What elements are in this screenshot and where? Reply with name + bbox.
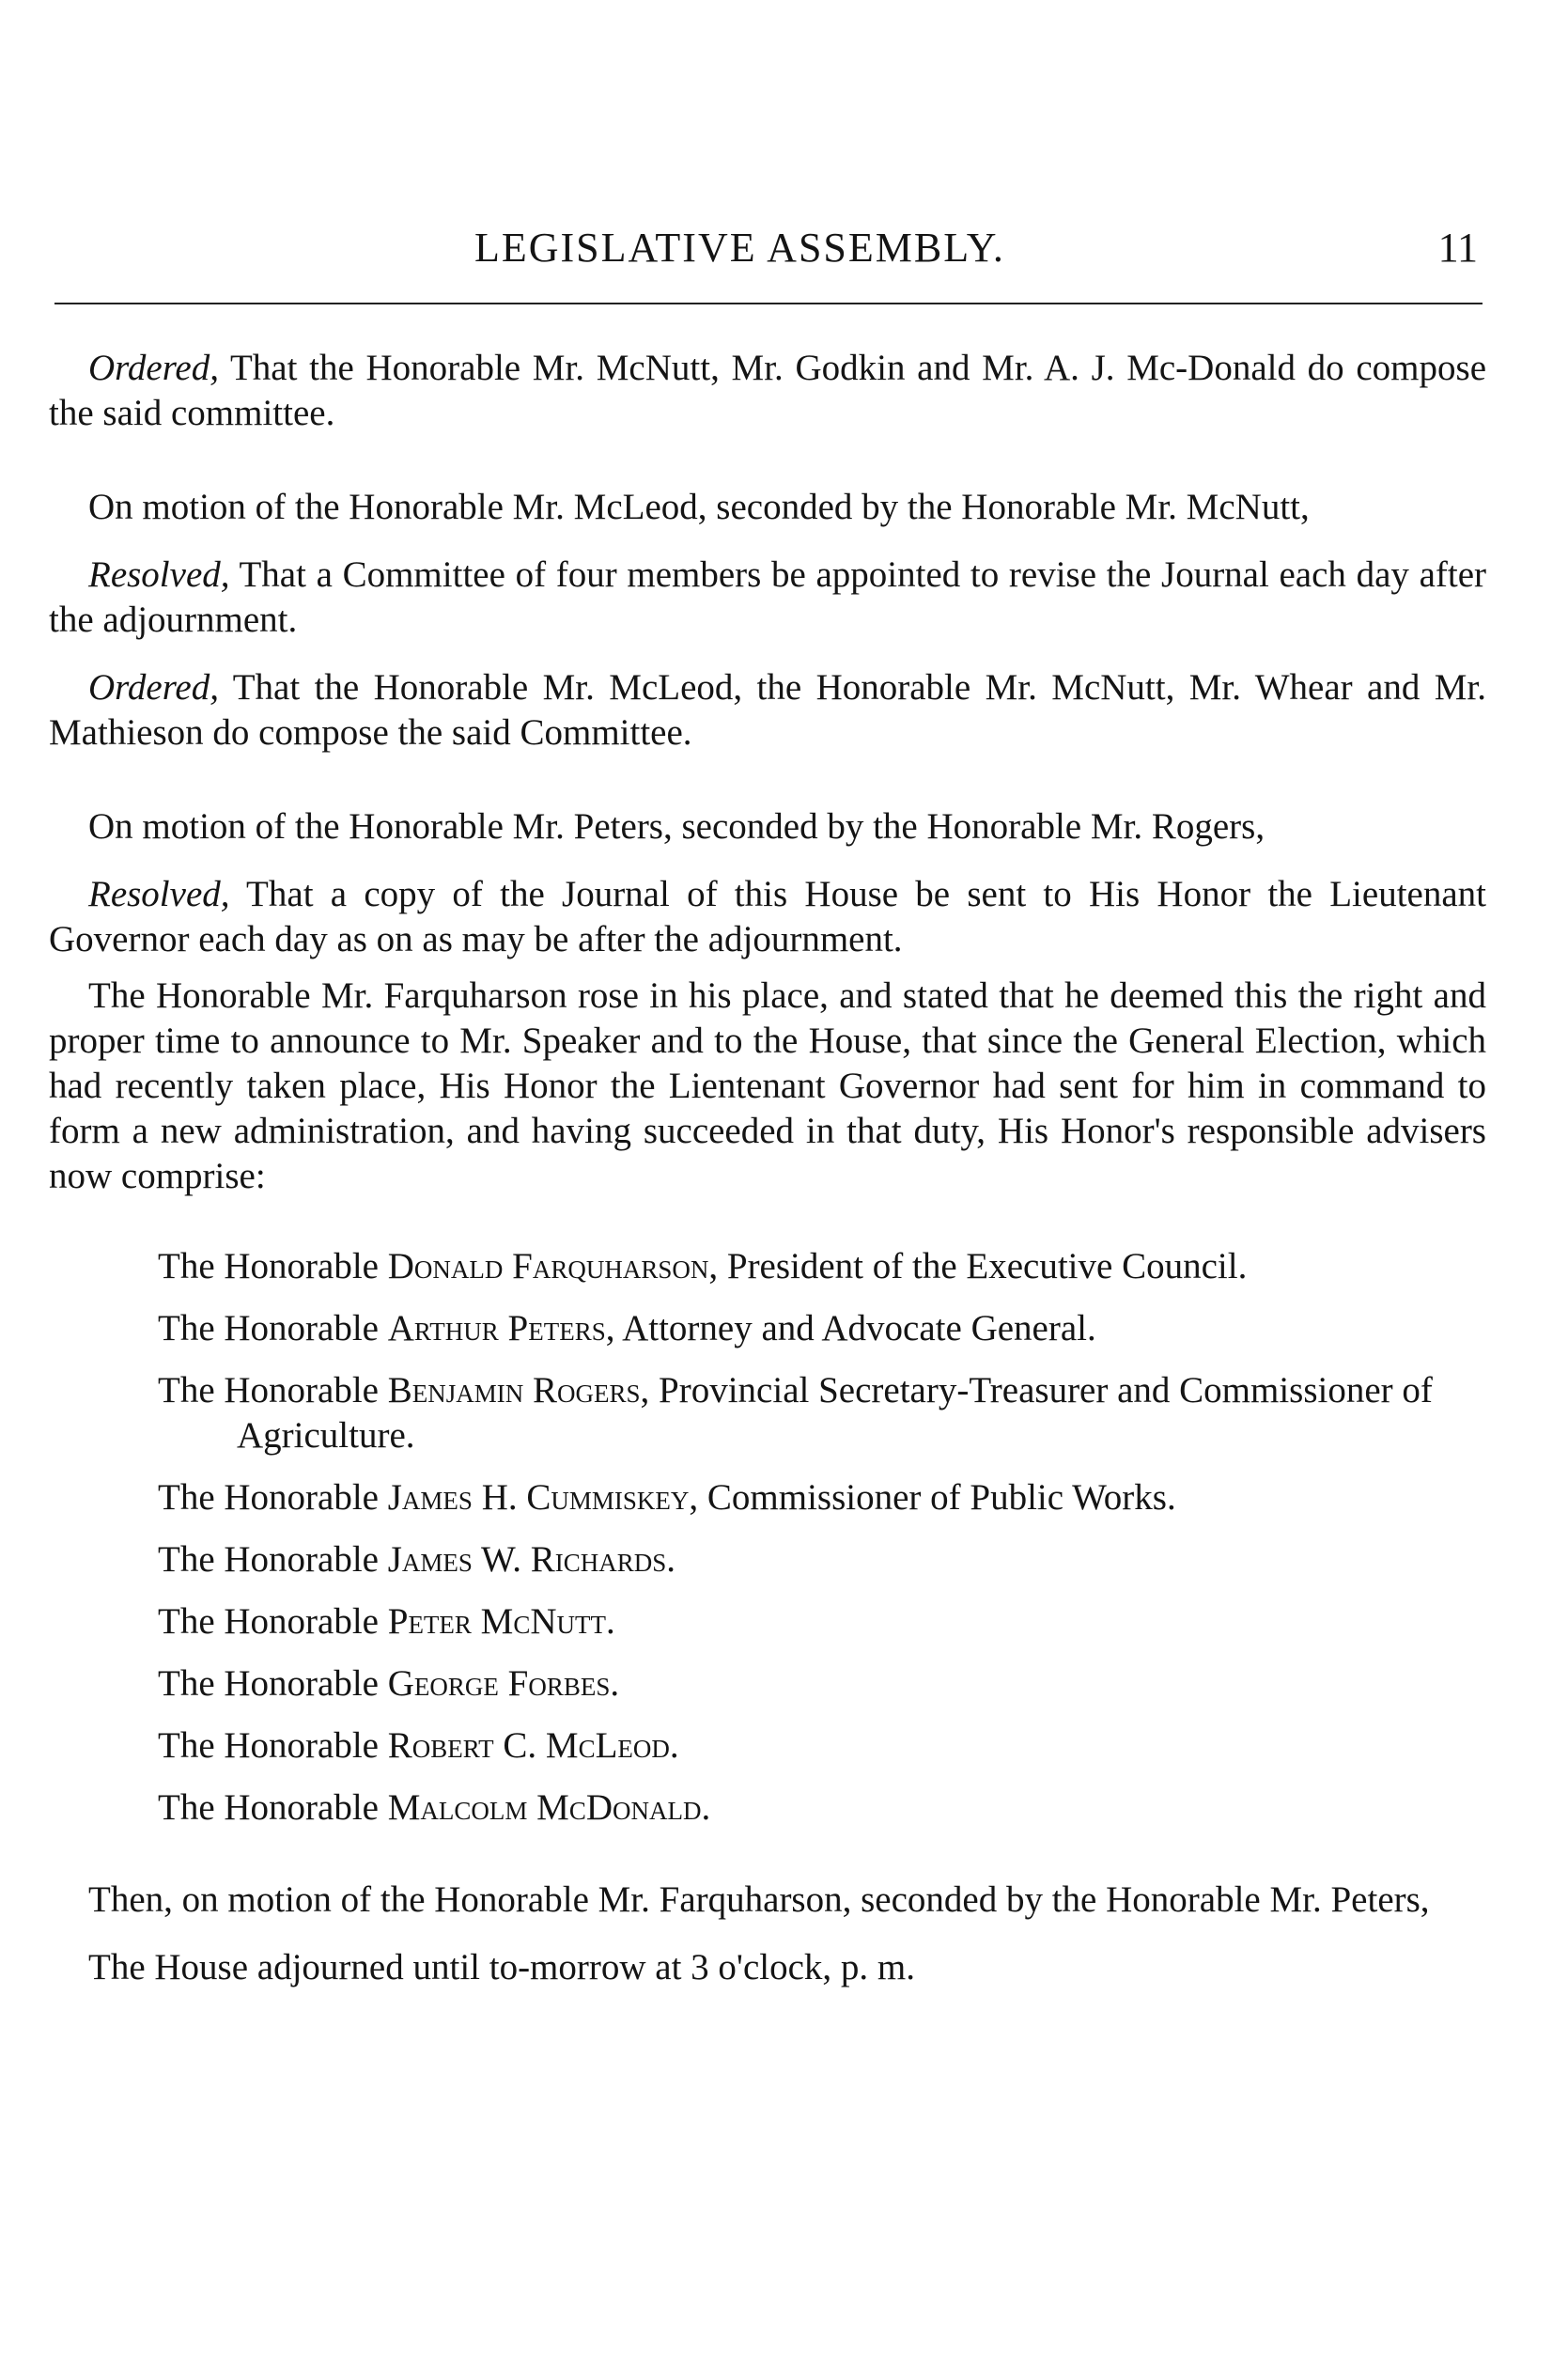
member-office: . [669, 1725, 679, 1766]
motion-paragraph-2 [49, 804, 1486, 849]
page-number: 11 [1437, 225, 1478, 271]
council-member [49, 1368, 1486, 1458]
member-title: The Honorable [158, 1601, 388, 1642]
announcement-text: The Honorable Mr. Farquharson rose in his place, and stated that he deemed this the right and proper time to announce to Mr. Speaker and to the House, that since the General Election, which had recently taken place, His Honor the Lientenant Governor had sent for him in command to form a new administration, and having succeeded in that duty, His Honor's responsible advisers now comprise: [49, 975, 1486, 1196]
member-office: . [606, 1601, 615, 1642]
member-office: , Attorney and Advocate General. [605, 1308, 1096, 1348]
resolution-text: That a copy of the Journal of this House be sent to His Honor the Lieutenant Governor each day as on as may be after the adjournment. [49, 874, 1486, 959]
adjournment-paragraph [49, 1945, 1486, 1990]
member-name: Robert C. McLeod [387, 1725, 670, 1766]
member-name: Malcolm McDonald [387, 1787, 702, 1828]
motion-text: On motion of the Honorable Mr. Peters, seconded by the Honorable Mr. Rogers, [88, 806, 1265, 847]
member-name: Peter McNutt [387, 1601, 607, 1642]
member-title: The Honorable [158, 1370, 388, 1410]
member-office: , Commissioner of Public Works. [689, 1477, 1176, 1518]
adjournment-text: The House adjourned until to-morrow at 3 o'clock, p. m. [88, 1947, 915, 1987]
member-office: . [701, 1787, 711, 1828]
member-title: The Honorable [158, 1539, 388, 1580]
announcement-paragraph [49, 974, 1486, 1199]
resolution-paragraph-2 [49, 872, 1486, 962]
motion-paragraph-1 [49, 485, 1486, 530]
member-office: , Provincial Secretary-Treasurer and Commissioner of Agriculture. [237, 1370, 1433, 1456]
council-member [49, 1723, 1486, 1769]
council-member [49, 1244, 1486, 1289]
ordered-lead: Ordered, [88, 667, 219, 708]
member-title: The Honorable [158, 1725, 388, 1766]
resolution-text: That a Committee of four members be appointed to revise the Journal each day after the adjournment. [49, 554, 1486, 640]
journal-body [49, 346, 1486, 1990]
member-title: The Honorable [158, 1787, 388, 1828]
member-title: The Honorable [158, 1477, 388, 1518]
council-member [49, 1785, 1486, 1831]
member-office: . [610, 1663, 620, 1704]
adjournment-motion-paragraph [49, 1878, 1486, 1923]
order-paragraph-1 [49, 346, 1486, 436]
member-name: James H. Cummiskey [387, 1477, 690, 1518]
page-header [0, 224, 1568, 280]
resolved-lead: Resolved, [88, 554, 230, 595]
order-text: That the Honorable Mr. McNutt, Mr. Godkin and Mr. A. J. Mc-Donald do compose the said committee. [49, 348, 1486, 433]
resolution-paragraph-1 [49, 553, 1486, 643]
council-member [49, 1661, 1486, 1707]
running-title: LEGISLATIVE ASSEMBLY. [474, 225, 1005, 271]
council-member [49, 1475, 1486, 1520]
member-title: The Honorable [158, 1663, 388, 1704]
council-member [49, 1306, 1486, 1351]
member-name: Donald Farquharson [387, 1246, 709, 1286]
member-name: George Forbes [387, 1663, 611, 1704]
resolved-lead: Resolved, [88, 874, 230, 914]
header-rule [54, 303, 1483, 304]
ordered-lead: Ordered, [88, 348, 219, 388]
adjournment-motion-text: Then, on motion of the Honorable Mr. Farquharson, seconded by the Honorable Mr. Peters, [88, 1879, 1430, 1920]
order-paragraph-2 [49, 665, 1486, 756]
order-text: That the Honorable Mr. McLeod, the Honorable Mr. McNutt, Mr. Whear and Mr. Mathieson do compose the said Committee. [49, 667, 1486, 753]
motion-text: On motion of the Honorable Mr. McLeod, seconded by the Honorable Mr. McNutt, [88, 487, 1310, 527]
member-office: , President of the Executive Council. [708, 1246, 1248, 1286]
member-title: The Honorable [158, 1246, 388, 1286]
member-office: . [666, 1539, 676, 1580]
council-member [49, 1599, 1486, 1644]
member-name: Benjamin Rogers [387, 1370, 641, 1410]
executive-council-list [49, 1244, 1486, 1831]
member-name: Arthur Peters [387, 1308, 606, 1348]
member-title: The Honorable [158, 1308, 388, 1348]
council-member [49, 1537, 1486, 1582]
member-name: James W. Richards [387, 1539, 667, 1580]
